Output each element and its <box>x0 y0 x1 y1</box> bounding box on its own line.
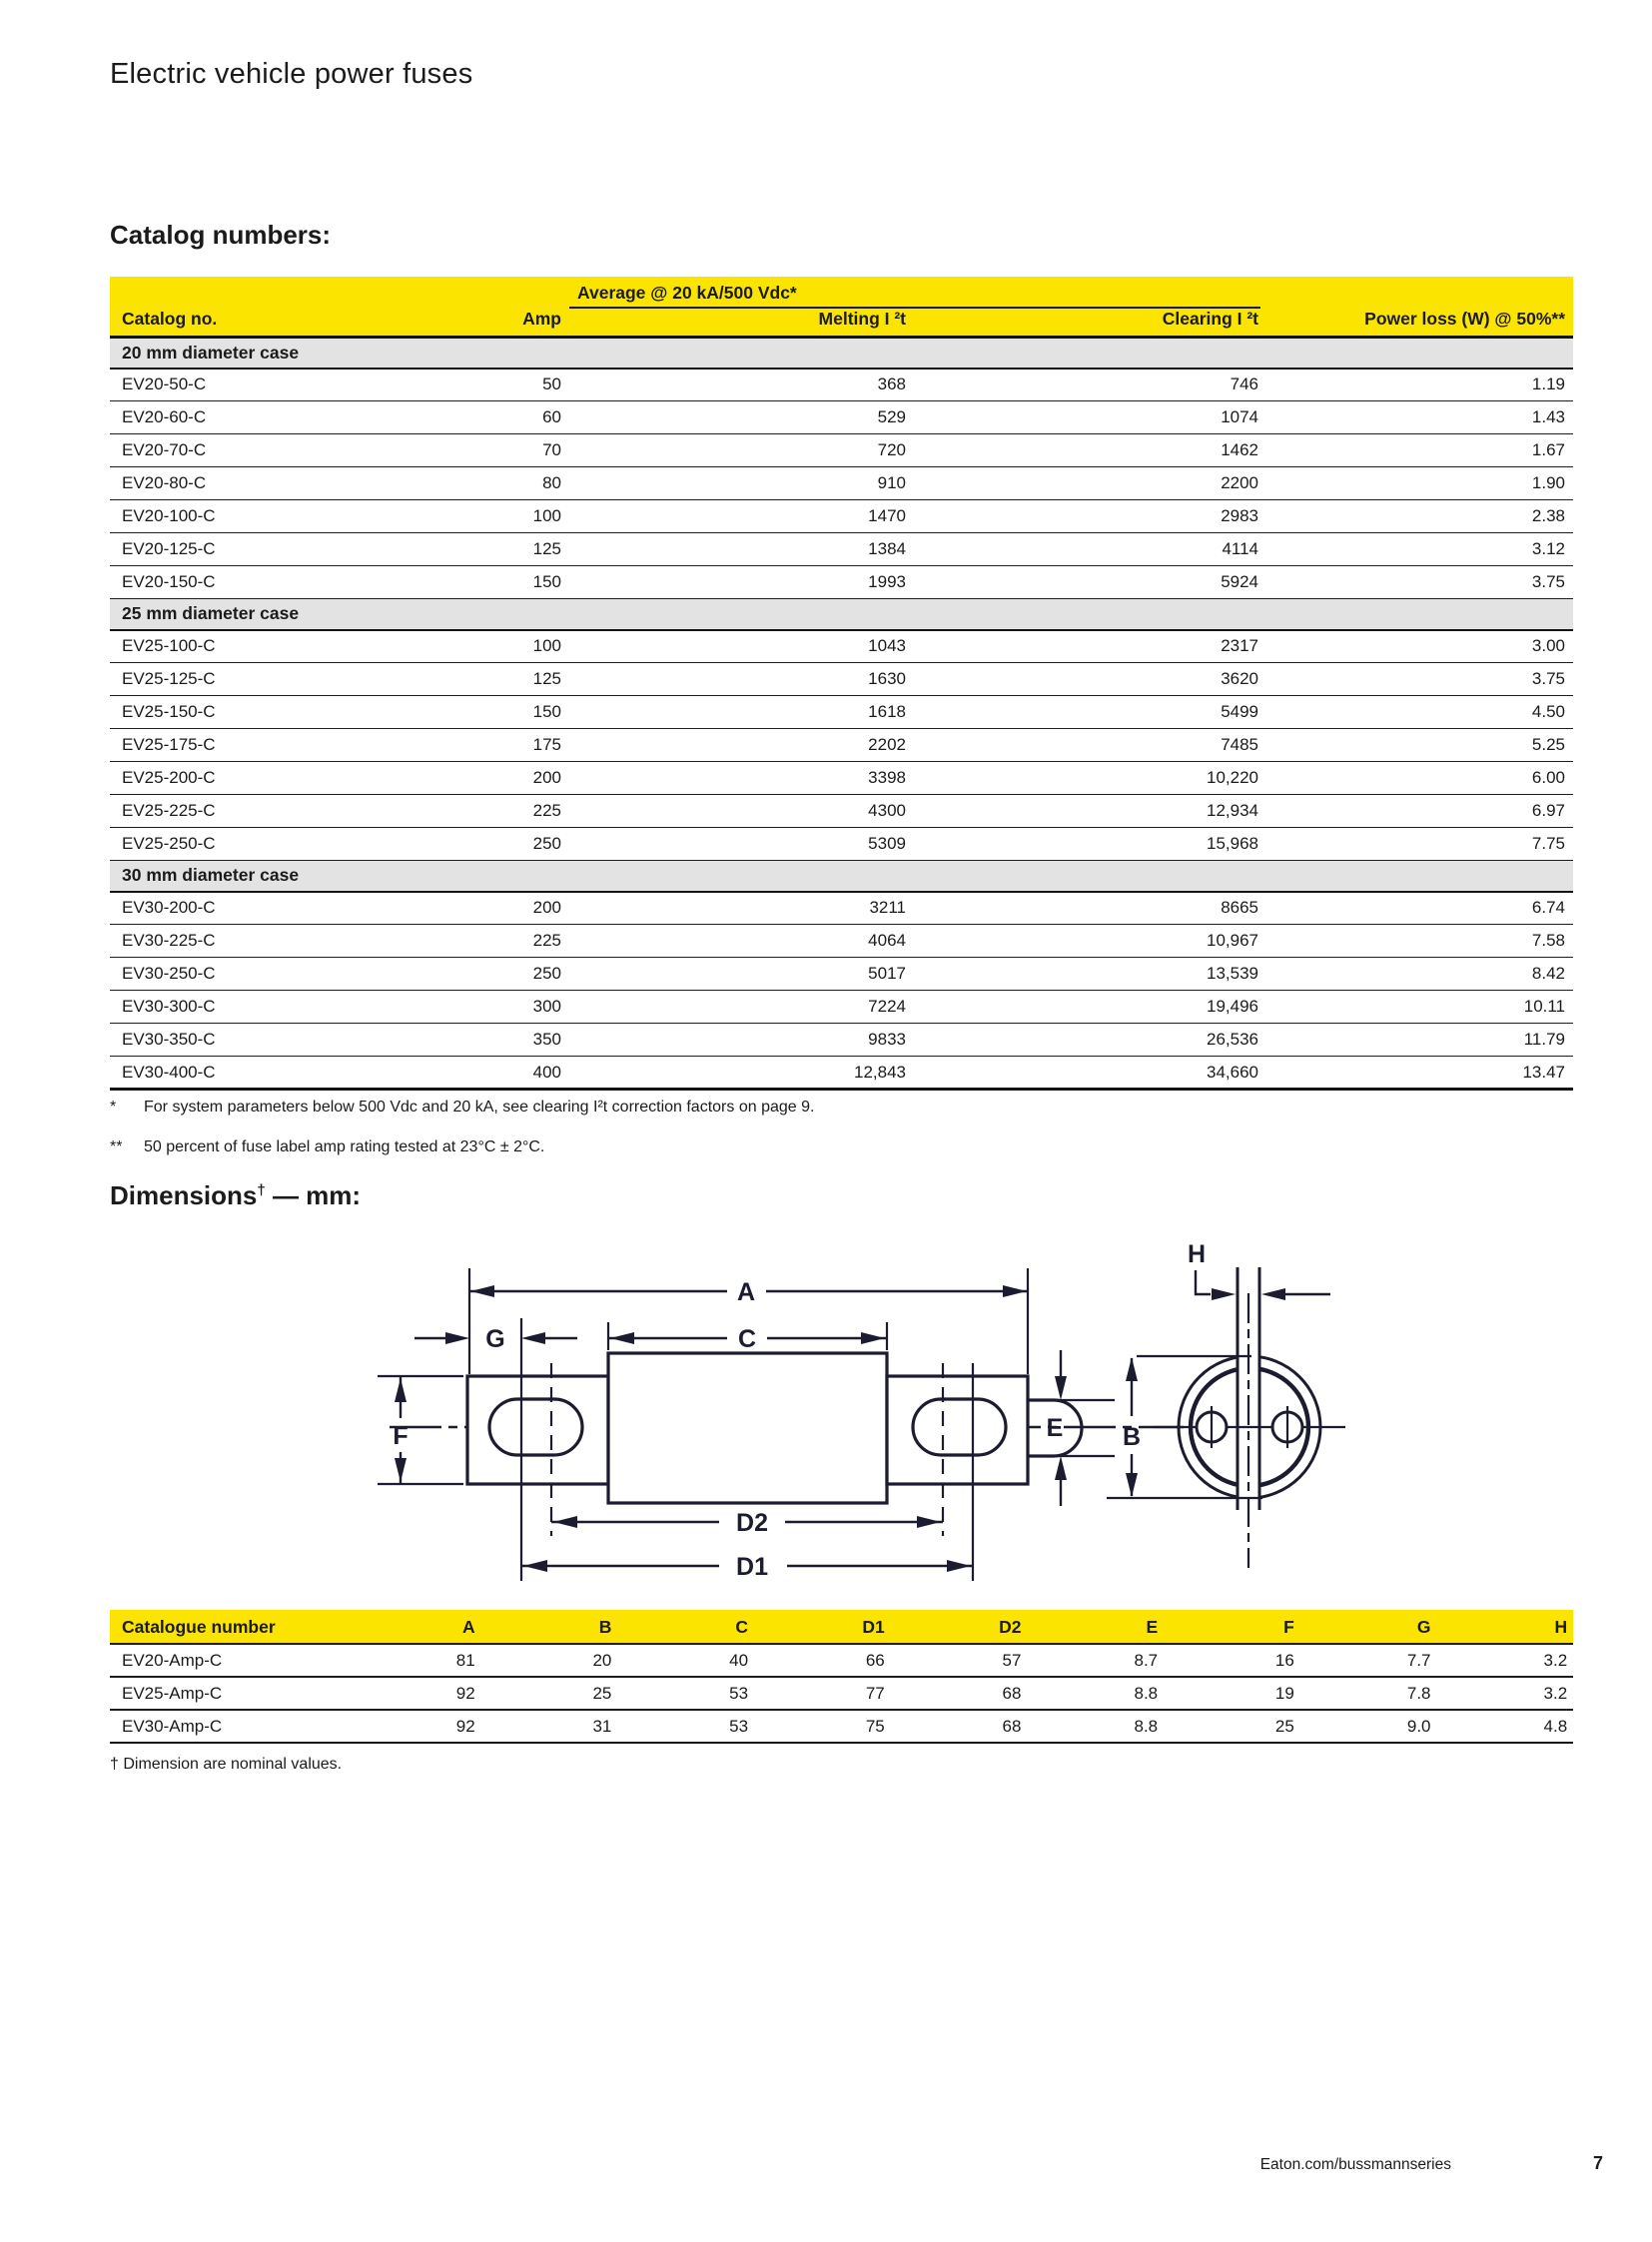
section-label: 30 mm diameter case <box>110 861 1573 892</box>
value-cell: 2202 <box>569 729 914 762</box>
catalog-row <box>110 434 1573 467</box>
value-cell: 3398 <box>569 762 914 795</box>
value-cell: 60 <box>400 401 569 434</box>
catalog-no-cell: EV30-250-C <box>110 958 400 991</box>
dimension-value-cell: 31 <box>481 1710 618 1743</box>
value-cell: 1462 <box>914 434 1266 467</box>
value-cell: 150 <box>400 696 569 729</box>
value-cell: 5499 <box>914 696 1266 729</box>
col-header-power-loss: Power loss (W) @ 50%** <box>1266 309 1573 338</box>
catalog-row <box>110 925 1573 958</box>
dim-label-h: H <box>1187 1240 1207 1268</box>
value-cell: 200 <box>400 892 569 925</box>
value-cell: 910 <box>569 467 914 500</box>
value-cell: 1.90 <box>1266 467 1573 500</box>
value-cell: 1630 <box>569 663 914 696</box>
value-cell: 80 <box>400 467 569 500</box>
catalog-row <box>110 1024 1573 1057</box>
section-header-row <box>110 599 1573 630</box>
catalog-span-header-row <box>110 277 1573 309</box>
dimension-value-cell: 25 <box>481 1677 618 1710</box>
page-footer <box>1260 2153 1603 2174</box>
dimensions-table <box>110 1610 1573 1744</box>
value-cell: 6.00 <box>1266 762 1573 795</box>
dimension-value-cell: 81 <box>345 1644 481 1677</box>
value-cell: 250 <box>400 958 569 991</box>
col-header-a: A <box>345 1610 481 1644</box>
dim-label-a: A <box>736 1278 756 1306</box>
value-cell: 100 <box>400 500 569 533</box>
catalog-row <box>110 729 1573 762</box>
value-cell: 3620 <box>914 663 1266 696</box>
value-cell: 15,968 <box>914 828 1266 861</box>
dim-label-f: F <box>393 1422 409 1450</box>
footer-url: Eaton.com/bussmannseries <box>1259 2156 1451 2173</box>
value-cell: 12,843 <box>569 1057 914 1090</box>
dimension-value-cell: 53 <box>617 1710 754 1743</box>
page-title: Electric vehicle power fuses <box>110 58 473 90</box>
catalog-numbers-heading: Catalog numbers: <box>110 220 332 250</box>
col-header-melting: Melting I ²t <box>569 309 914 338</box>
dimension-value-cell: 3.2 <box>1437 1644 1574 1677</box>
value-cell: 1074 <box>914 401 1266 434</box>
value-cell: 2.38 <box>1266 500 1573 533</box>
value-cell: 7.58 <box>1266 925 1573 958</box>
footnote-marker: * <box>110 1099 117 1116</box>
value-cell: 70 <box>400 434 569 467</box>
catalog-no-cell: EV25-225-C <box>110 795 400 828</box>
footnote-text: 50 percent of fuse label amp rating tested at 23°C ± 2°C. <box>144 1138 545 1155</box>
catalog-row <box>110 762 1573 795</box>
col-header-d2: D2 <box>891 1610 1028 1644</box>
col-header-h: H <box>1437 1610 1574 1644</box>
catalog-no-cell: EV30-200-C <box>110 892 400 925</box>
catalog-no-cell: EV20-150-C <box>110 566 400 599</box>
value-cell: 2983 <box>914 500 1266 533</box>
fuse-dimension-diagram <box>250 1238 1408 1628</box>
catalogue-number-cell: EV25-Amp-C <box>110 1677 345 1710</box>
value-cell: 34,660 <box>914 1057 1266 1090</box>
value-cell: 400 <box>400 1057 569 1090</box>
dim-label-e: E <box>1046 1414 1064 1442</box>
value-cell: 9833 <box>569 1024 914 1057</box>
dimensions-table-body <box>110 1644 1573 1743</box>
catalog-no-cell: EV20-100-C <box>110 500 400 533</box>
col-header-catalogue-number: Catalogue number <box>110 1610 345 1644</box>
value-cell: 746 <box>914 369 1266 401</box>
value-cell: 4064 <box>569 925 914 958</box>
value-cell: 3211 <box>569 892 914 925</box>
dim-label-b: B <box>1122 1423 1142 1451</box>
section-header-row <box>110 338 1573 369</box>
col-header-catalog-no: Catalog no. <box>110 309 400 338</box>
average-span-header <box>569 277 1266 309</box>
dimension-value-cell: 16 <box>1164 1644 1300 1677</box>
col-header-amp: Amp <box>400 309 569 338</box>
footnote-power-loss <box>110 1138 1408 1156</box>
dim-label-g: G <box>485 1325 505 1353</box>
catalog-column-header-row <box>110 309 1573 338</box>
catalog-row <box>110 828 1573 861</box>
dimension-value-cell: 3.2 <box>1437 1677 1574 1710</box>
catalog-row <box>110 1057 1573 1090</box>
value-cell: 19,496 <box>914 991 1266 1024</box>
dimension-value-cell: 7.7 <box>1300 1644 1437 1677</box>
value-cell: 1043 <box>569 630 914 663</box>
value-cell: 4114 <box>914 533 1266 566</box>
fuse-end-view <box>1107 1267 1345 1568</box>
col-header-g: G <box>1300 1610 1437 1644</box>
value-cell: 350 <box>400 1024 569 1057</box>
catalogue-number-cell: EV20-Amp-C <box>110 1644 345 1677</box>
value-cell: 26,536 <box>914 1024 1266 1057</box>
dim-label-c: C <box>737 1325 757 1353</box>
value-cell: 3.75 <box>1266 566 1573 599</box>
value-cell: 2200 <box>914 467 1266 500</box>
catalog-row <box>110 401 1573 434</box>
catalog-no-cell: EV25-200-C <box>110 762 400 795</box>
catalog-no-cell: EV20-70-C <box>110 434 400 467</box>
catalog-row <box>110 795 1573 828</box>
dimension-value-cell: 40 <box>617 1644 754 1677</box>
value-cell: 4300 <box>569 795 914 828</box>
value-cell: 368 <box>569 369 914 401</box>
spacer-cell <box>1266 277 1573 309</box>
section-label: 25 mm diameter case <box>110 599 1573 630</box>
value-cell: 200 <box>400 762 569 795</box>
dimensions-row <box>110 1710 1573 1743</box>
value-cell: 11.79 <box>1266 1024 1573 1057</box>
footnote-text: For system parameters below 500 Vdc and 20 kA, see clearing I²t correction factors on page 9. <box>144 1099 815 1116</box>
dimension-value-cell: 8.8 <box>1027 1710 1164 1743</box>
value-cell: 1.67 <box>1266 434 1573 467</box>
catalog-table <box>110 277 1573 1091</box>
catalog-no-cell: EV20-80-C <box>110 467 400 500</box>
value-cell: 100 <box>400 630 569 663</box>
value-cell: 225 <box>400 795 569 828</box>
value-cell: 1470 <box>569 500 914 533</box>
value-cell: 5924 <box>914 566 1266 599</box>
footnote-marker: ** <box>110 1138 123 1155</box>
value-cell: 7485 <box>914 729 1266 762</box>
value-cell: 1618 <box>569 696 914 729</box>
catalog-no-cell: EV25-175-C <box>110 729 400 762</box>
value-cell: 7224 <box>569 991 914 1024</box>
catalog-no-cell: EV30-400-C <box>110 1057 400 1090</box>
dimension-value-cell: 19 <box>1164 1677 1300 1710</box>
value-cell: 300 <box>400 991 569 1024</box>
dimension-value-cell: 75 <box>754 1710 891 1743</box>
col-header-c: C <box>617 1610 754 1644</box>
value-cell: 10.11 <box>1266 991 1573 1024</box>
value-cell: 1.43 <box>1266 401 1573 434</box>
value-cell: 3.75 <box>1266 663 1573 696</box>
value-cell: 150 <box>400 566 569 599</box>
dimension-value-cell: 92 <box>345 1677 481 1710</box>
catalog-no-cell: EV25-100-C <box>110 630 400 663</box>
value-cell: 10,220 <box>914 762 1266 795</box>
value-cell: 3.00 <box>1266 630 1573 663</box>
value-cell: 1.19 <box>1266 369 1573 401</box>
catalog-row <box>110 663 1573 696</box>
value-cell: 4.50 <box>1266 696 1573 729</box>
col-header-f: F <box>1164 1610 1300 1644</box>
catalog-no-cell: EV30-350-C <box>110 1024 400 1057</box>
dimensions-row <box>110 1644 1573 1677</box>
catalog-row <box>110 500 1573 533</box>
value-cell: 12,934 <box>914 795 1266 828</box>
footnote-dimensions <box>110 1756 1408 1774</box>
value-cell: 3.12 <box>1266 533 1573 566</box>
value-cell: 6.97 <box>1266 795 1573 828</box>
dim-label-d1: D1 <box>736 1553 768 1581</box>
catalog-no-cell: EV25-250-C <box>110 828 400 861</box>
dimension-value-cell: 68 <box>891 1710 1028 1743</box>
spacer-cell <box>110 277 569 309</box>
dim-label-d2: D2 <box>736 1509 768 1537</box>
catalog-row <box>110 566 1573 599</box>
value-cell: 125 <box>400 533 569 566</box>
catalog-row <box>110 467 1573 500</box>
dimensions-row <box>110 1677 1573 1710</box>
dimension-value-cell: 9.0 <box>1300 1710 1437 1743</box>
catalogue-number-cell: EV30-Amp-C <box>110 1710 345 1743</box>
dimensions-heading-units: — mm: <box>265 1180 362 1210</box>
value-cell: 6.74 <box>1266 892 1573 925</box>
catalog-no-cell: EV30-225-C <box>110 925 400 958</box>
section-label: 20 mm diameter case <box>110 338 1573 369</box>
catalog-row <box>110 958 1573 991</box>
value-cell: 5.25 <box>1266 729 1573 762</box>
value-cell: 5017 <box>569 958 914 991</box>
value-cell: 175 <box>400 729 569 762</box>
dimensions-heading <box>110 1180 361 1211</box>
value-cell: 720 <box>569 434 914 467</box>
dimension-value-cell: 66 <box>754 1644 891 1677</box>
dimensions-header-row <box>110 1610 1573 1644</box>
dimension-value-cell: 57 <box>891 1644 1028 1677</box>
catalog-row <box>110 533 1573 566</box>
catalog-no-cell: EV20-125-C <box>110 533 400 566</box>
col-header-d1: D1 <box>754 1610 891 1644</box>
value-cell: 250 <box>400 828 569 861</box>
page-number: 7 <box>1592 2153 1603 2173</box>
value-cell: 2317 <box>914 630 1266 663</box>
value-cell: 7.75 <box>1266 828 1573 861</box>
value-cell: 1993 <box>569 566 914 599</box>
catalog-row <box>110 630 1573 663</box>
footnote-text: † Dimension are nominal values. <box>110 1756 343 1773</box>
dimension-value-cell: 7.8 <box>1300 1677 1437 1710</box>
catalog-table-body <box>110 338 1573 1090</box>
dimension-value-cell: 77 <box>754 1677 891 1710</box>
dagger-superscript: † <box>257 1181 266 1199</box>
catalog-row <box>110 991 1573 1024</box>
catalog-no-cell: EV25-125-C <box>110 663 400 696</box>
catalog-no-cell: EV30-300-C <box>110 991 400 1024</box>
value-cell: 529 <box>569 401 914 434</box>
catalog-no-cell: EV20-60-C <box>110 401 400 434</box>
catalog-no-cell: EV25-150-C <box>110 696 400 729</box>
dimension-value-cell: 8.7 <box>1027 1644 1164 1677</box>
value-cell: 8.42 <box>1266 958 1573 991</box>
dimension-value-cell: 20 <box>481 1644 618 1677</box>
value-cell: 125 <box>400 663 569 696</box>
value-cell: 13.47 <box>1266 1057 1573 1090</box>
value-cell: 50 <box>400 369 569 401</box>
catalog-row <box>110 696 1573 729</box>
dimension-value-cell: 8.8 <box>1027 1677 1164 1710</box>
col-header-e: E <box>1027 1610 1164 1644</box>
average-span-header-text: Average @ 20 kA/500 Vdc* <box>569 277 1260 309</box>
dimension-value-cell: 53 <box>617 1677 754 1710</box>
dimension-value-cell: 25 <box>1164 1710 1300 1743</box>
dimension-value-cell: 4.8 <box>1437 1710 1574 1743</box>
catalog-row <box>110 369 1573 401</box>
col-header-b: B <box>481 1610 618 1644</box>
value-cell: 5309 <box>569 828 914 861</box>
section-header-row <box>110 861 1573 892</box>
dimensions-heading-text: Dimensions <box>110 1180 258 1210</box>
dimension-value-cell: 92 <box>345 1710 481 1743</box>
value-cell: 10,967 <box>914 925 1266 958</box>
col-header-clearing: Clearing I ²t <box>914 309 1266 338</box>
catalog-no-cell: EV20-50-C <box>110 369 400 401</box>
value-cell: 8665 <box>914 892 1266 925</box>
footnote-clearing <box>110 1099 1408 1117</box>
catalog-row <box>110 892 1573 925</box>
value-cell: 13,539 <box>914 958 1266 991</box>
dimension-value-cell: 68 <box>891 1677 1028 1710</box>
value-cell: 1384 <box>569 533 914 566</box>
value-cell: 225 <box>400 925 569 958</box>
